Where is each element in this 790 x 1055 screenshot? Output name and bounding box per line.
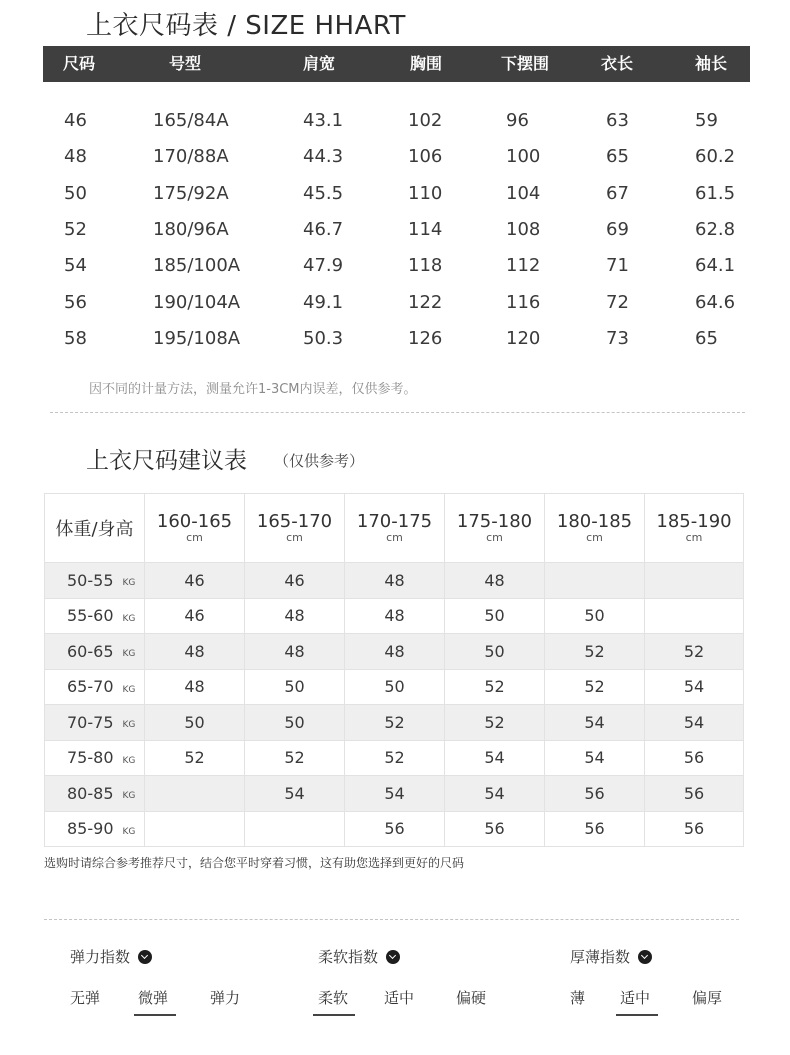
corner-header bbox=[45, 494, 145, 563]
size-cell-model: 190/104A bbox=[153, 291, 241, 313]
thickness-option-thin[interactable]: 薄 bbox=[570, 989, 586, 1007]
weight-unit: KG bbox=[122, 613, 136, 624]
height-header bbox=[445, 494, 545, 563]
size-cell-shoulder: 47.9 bbox=[303, 255, 344, 277]
size-cell-sleeve: 64.6 bbox=[695, 291, 736, 313]
size-cell-chest: 118 bbox=[408, 255, 443, 277]
height-header bbox=[545, 494, 645, 563]
size-cell-sleeve: 60.2 bbox=[695, 146, 736, 168]
height-range: 160-165 bbox=[156, 511, 233, 532]
size-cell: 48 bbox=[245, 599, 345, 635]
weight-label bbox=[45, 670, 145, 706]
chevron-down-icon[interactable] bbox=[138, 950, 152, 964]
size-cell-sleeve: 61.5 bbox=[695, 182, 736, 204]
weight-label bbox=[45, 741, 145, 777]
header-size: 尺码 bbox=[63, 54, 96, 73]
measurement-note: 因不同的计量方法，测量允许1-3CM内误差，仅供参考。 bbox=[89, 382, 417, 397]
header-chest: 胸围 bbox=[410, 54, 443, 73]
weight-unit: KG bbox=[122, 826, 136, 837]
height-header bbox=[245, 494, 345, 563]
size-cell: 54 bbox=[645, 705, 744, 741]
size-cell: 52 bbox=[345, 705, 445, 741]
chevron-down-icon[interactable] bbox=[638, 950, 652, 964]
size-cell-shoulder: 45.5 bbox=[303, 182, 344, 204]
size-cell-sleeve: 65 bbox=[695, 327, 718, 349]
weight-label bbox=[45, 776, 145, 812]
elasticity-option-elastic[interactable]: 弹力 bbox=[210, 989, 241, 1007]
size-cell-size: 56 bbox=[64, 291, 87, 313]
weight-label bbox=[45, 705, 145, 741]
recommend-table-title: 上衣尺码建议表 bbox=[86, 448, 247, 474]
size-cell-model: 195/108A bbox=[153, 327, 241, 349]
height-unit: cm bbox=[286, 531, 303, 544]
weight-unit: KG bbox=[122, 649, 136, 660]
height-range: 165-170 bbox=[256, 511, 333, 532]
size-cell: 48 bbox=[445, 563, 545, 599]
size-cell: 52 bbox=[145, 741, 245, 777]
weight-unit: KG bbox=[122, 791, 136, 802]
weight-label bbox=[45, 812, 145, 848]
size-cell: 50 bbox=[245, 705, 345, 741]
size-table-header bbox=[43, 46, 750, 82]
size-cell: 48 bbox=[145, 634, 245, 670]
size-cell-shoulder: 50.3 bbox=[303, 327, 344, 349]
size-cell-hem: 100 bbox=[506, 146, 541, 168]
size-cell-sleeve: 62.8 bbox=[695, 218, 736, 240]
elasticity-option-slight[interactable]: 微弹 bbox=[138, 989, 169, 1007]
height-range: 180-185 bbox=[556, 511, 633, 532]
size-cell: 50 bbox=[545, 599, 645, 635]
size-cell-model: 170/88A bbox=[153, 146, 229, 168]
softness-index-label: 柔软指数 bbox=[318, 948, 379, 966]
softness-index bbox=[318, 946, 400, 967]
size-cell: 48 bbox=[345, 599, 445, 635]
thickness-selected-underline bbox=[616, 1014, 658, 1016]
size-cell-size: 52 bbox=[64, 218, 87, 240]
size-cell-hem: 120 bbox=[506, 327, 541, 349]
size-cell: 48 bbox=[345, 563, 445, 599]
height-range: 170-175 bbox=[356, 511, 433, 532]
size-cell: 54 bbox=[545, 741, 645, 777]
size-cell: 48 bbox=[245, 634, 345, 670]
header-hem: 下摆围 bbox=[501, 54, 550, 73]
thickness-option-medium[interactable]: 适中 bbox=[620, 989, 651, 1007]
weight-range: 55-60 bbox=[67, 606, 114, 626]
size-cell: 56 bbox=[645, 776, 744, 812]
size-cell-length: 71 bbox=[606, 255, 629, 277]
height-unit: cm bbox=[186, 531, 203, 544]
size-cell-length: 69 bbox=[606, 218, 629, 240]
corner-label: 体重/身高 bbox=[55, 519, 134, 540]
size-cell-chest: 126 bbox=[408, 327, 443, 349]
size-cell-sleeve: 64.1 bbox=[695, 255, 736, 277]
size-cell-hem: 108 bbox=[506, 218, 541, 240]
thickness-index-label: 厚薄指数 bbox=[570, 948, 631, 966]
size-cell: 52 bbox=[545, 634, 645, 670]
size-cell-shoulder: 44.3 bbox=[303, 146, 344, 168]
size-cell-chest: 114 bbox=[408, 218, 443, 240]
height-header bbox=[345, 494, 445, 563]
size-cell bbox=[645, 563, 744, 599]
weight-label bbox=[45, 634, 145, 670]
size-cell-size: 48 bbox=[64, 146, 87, 168]
size-cell-shoulder: 49.1 bbox=[303, 291, 344, 313]
size-cell-size: 50 bbox=[64, 182, 87, 204]
size-cell: 50 bbox=[145, 705, 245, 741]
weight-range: 75-80 bbox=[67, 748, 114, 768]
softness-option-hard[interactable]: 偏硬 bbox=[456, 989, 487, 1007]
softness-option-medium[interactable]: 适中 bbox=[384, 989, 415, 1007]
weight-range: 80-85 bbox=[67, 783, 114, 803]
divider bbox=[44, 919, 739, 920]
weight-unit: KG bbox=[122, 720, 136, 731]
height-unit: cm bbox=[386, 531, 403, 544]
softness-selected-underline bbox=[313, 1014, 355, 1016]
size-cell-shoulder: 46.7 bbox=[303, 218, 344, 240]
softness-option-soft[interactable]: 柔软 bbox=[318, 989, 349, 1007]
elasticity-index bbox=[70, 946, 152, 967]
size-cell-size: 58 bbox=[64, 327, 87, 349]
size-cell: 54 bbox=[445, 776, 545, 812]
size-cell-length: 72 bbox=[606, 291, 629, 313]
recommend-table-subtitle: （仅供参考） bbox=[274, 452, 365, 470]
size-cell-length: 67 bbox=[606, 182, 629, 204]
elasticity-option-none[interactable]: 无弹 bbox=[70, 989, 101, 1007]
size-cell: 52 bbox=[445, 670, 545, 706]
recommend-table bbox=[44, 493, 744, 847]
size-cell: 46 bbox=[245, 563, 345, 599]
size-cell: 52 bbox=[545, 670, 645, 706]
weight-range: 60-65 bbox=[67, 641, 114, 661]
size-cell: 50 bbox=[445, 599, 545, 635]
size-cell-hem: 104 bbox=[506, 182, 541, 204]
weight-label bbox=[45, 563, 145, 599]
size-cell-length: 73 bbox=[606, 327, 629, 349]
size-cell: 56 bbox=[645, 741, 744, 777]
size-cell: 56 bbox=[445, 812, 545, 848]
header-length: 衣长 bbox=[601, 54, 634, 73]
size-cell-size: 46 bbox=[64, 110, 87, 131]
size-cell-hem: 96 bbox=[506, 110, 529, 131]
size-cell: 56 bbox=[545, 812, 645, 848]
elasticity-selected-underline bbox=[134, 1014, 176, 1016]
thickness-option-thick[interactable]: 偏厚 bbox=[692, 989, 723, 1007]
size-cell-model: 165/84A bbox=[153, 110, 229, 131]
weight-range: 65-70 bbox=[67, 677, 114, 697]
size-cell bbox=[145, 776, 245, 812]
divider bbox=[50, 412, 745, 413]
size-cell: 54 bbox=[245, 776, 345, 812]
weight-unit: KG bbox=[122, 578, 136, 589]
height-range: 175-180 bbox=[456, 511, 533, 532]
size-cell-size: 54 bbox=[64, 255, 87, 277]
recommend-note: 选购时请综合参考推荐尺寸，结合您平时穿着习惯，这有助您选择到更好的尺码 bbox=[44, 856, 465, 870]
header-sleeve: 袖长 bbox=[695, 54, 728, 73]
size-cell: 54 bbox=[345, 776, 445, 812]
size-cell: 46 bbox=[145, 599, 245, 635]
size-cell-sleeve: 59 bbox=[695, 110, 718, 131]
size-cell-length: 63 bbox=[606, 110, 629, 131]
size-cell: 52 bbox=[245, 741, 345, 777]
size-cell: 52 bbox=[645, 634, 744, 670]
weight-unit: KG bbox=[122, 755, 136, 766]
size-cell: 54 bbox=[445, 741, 545, 777]
size-cell: 48 bbox=[145, 670, 245, 706]
size-cell: 46 bbox=[145, 563, 245, 599]
size-cell: 52 bbox=[445, 705, 545, 741]
size-cell-shoulder: 43.1 bbox=[303, 110, 344, 131]
weight-label bbox=[45, 599, 145, 635]
height-range: 185-190 bbox=[656, 511, 732, 532]
height-header bbox=[145, 494, 245, 563]
size-cell: 50 bbox=[345, 670, 445, 706]
size-cell-hem: 116 bbox=[506, 291, 541, 313]
size-cell bbox=[545, 563, 645, 599]
height-unit: cm bbox=[685, 531, 703, 544]
size-cell: 52 bbox=[345, 741, 445, 777]
height-unit: cm bbox=[486, 531, 503, 544]
size-cell: 56 bbox=[545, 776, 645, 812]
size-cell bbox=[145, 812, 245, 848]
weight-range: 50-55 bbox=[67, 570, 114, 590]
size-cell: 56 bbox=[645, 812, 744, 848]
header-model: 号型 bbox=[169, 54, 202, 73]
size-cell-model: 175/92A bbox=[153, 182, 229, 204]
height-unit: cm bbox=[586, 531, 603, 544]
size-table-title: 上衣尺码表 / SIZE HHART bbox=[86, 11, 406, 41]
size-cell: 50 bbox=[445, 634, 545, 670]
size-cell-length: 65 bbox=[606, 146, 629, 168]
weight-range: 85-90 bbox=[67, 819, 114, 839]
size-cell-chest: 102 bbox=[408, 110, 443, 131]
size-cell-model: 185/100A bbox=[153, 255, 241, 277]
size-cell: 50 bbox=[245, 670, 345, 706]
size-cell: 48 bbox=[345, 634, 445, 670]
size-cell bbox=[245, 812, 345, 848]
chevron-down-icon[interactable] bbox=[386, 950, 400, 964]
size-cell bbox=[645, 599, 744, 635]
size-cell-hem: 112 bbox=[506, 255, 541, 277]
elasticity-index-label: 弹力指数 bbox=[70, 948, 131, 966]
size-cell: 56 bbox=[345, 812, 445, 848]
thickness-index bbox=[570, 946, 652, 967]
header-shoulder: 肩宽 bbox=[303, 54, 336, 73]
size-cell: 54 bbox=[645, 670, 744, 706]
size-cell: 54 bbox=[545, 705, 645, 741]
size-cell-chest: 106 bbox=[408, 146, 443, 168]
size-cell-chest: 110 bbox=[408, 182, 443, 204]
weight-unit: KG bbox=[122, 684, 136, 695]
weight-range: 70-75 bbox=[67, 712, 114, 732]
size-cell-chest: 122 bbox=[408, 291, 443, 313]
size-cell-model: 180/96A bbox=[153, 218, 229, 240]
height-header bbox=[645, 494, 744, 563]
